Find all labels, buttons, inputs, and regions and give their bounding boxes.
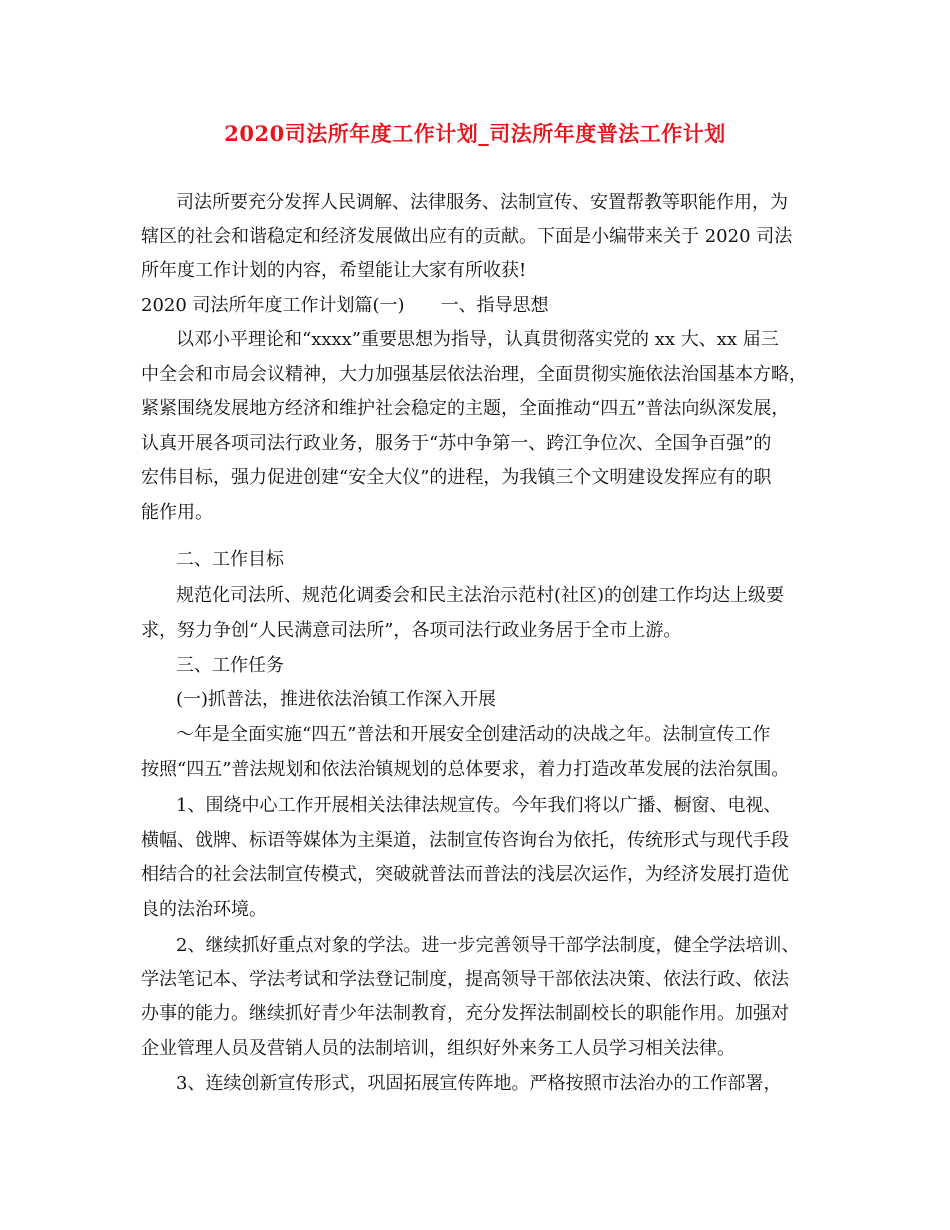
- document-title: 2020司法所年度工作计划_司法所年度普法工作计划: [224, 121, 726, 146]
- paragraph-line: 以邓小平理论和“xxxx”重要思想为指导，认真贯彻落实党的 xx 大、xx 届三: [176, 329, 779, 350]
- paragraph-line: 司法所要充分发挥人民调解、法律服务、法制宣传、安置帮教等职能作用，为: [176, 192, 788, 213]
- paragraph-line: 所年度工作计划的内容，希望能让大家有所收获!: [141, 260, 527, 281]
- paragraph-line: 企业管理人员及营销人员的法制培训，组织好外来务工人员学习相关法律。: [141, 1038, 735, 1059]
- section-heading: 二、工作目标: [176, 549, 284, 570]
- paragraph-line: 2、继续抓好重点对象的学法。进一步完善领导干部学法制度，健全学法培训、: [176, 935, 800, 956]
- paragraph-line: 辖区的社会和谐稳定和经济发展做出应有的贡献。下面是小编带来关于 2020 司法: [141, 226, 793, 247]
- subsection-heading: (一)抓普法，推进依法治镇工作深入开展: [176, 689, 497, 710]
- paragraph-line: 1、围绕中心工作开展相关法律法规宣传。今年我们将以广播、橱窗、电视、: [176, 795, 782, 816]
- paragraph-line: 良的法治环境。: [141, 899, 267, 920]
- paragraph-line: 求，努力争创“人民满意司法所”，各项司法行政业务居于全市上游。: [141, 620, 682, 641]
- paragraph-line: 宏伟目标，强力促进创建“安全大仪”的进程，为我镇三个文明建设发挥应有的职: [141, 467, 772, 488]
- paragraph-line: 3、连续创新宣传形式，巩固拓展宣传阵地。严格按照市法治办的工作部署，: [176, 1073, 782, 1094]
- paragraph-line: 按照“四五”普法规划和依法治镇规划的总体要求，着力打造改革发展的法治氛围。: [141, 759, 790, 780]
- paragraph-line: 规范化司法所、规范化调委会和民主法治示范村(社区)的创建工作均达上级要: [176, 585, 785, 606]
- paragraph-line: 能作用。: [141, 502, 213, 523]
- paragraph-line: 中全会和市局会议精神，大力加强基层依法治理，全面贯彻实施依法治国基本方略，: [141, 364, 807, 385]
- paragraph-line: 学法笔记本、学法考试和学法登记制度，提高领导干部依法决策、依法行政、依法: [141, 969, 789, 990]
- paragraph-line: 相结合的社会法制宣传模式，突破就普法而普法的浅层次运作，为经济发展打造优: [141, 864, 789, 885]
- paragraph-line: 紧紧围绕发展地方经济和维护社会稳定的主题，全面推动“四五”普法向纵深发展，: [141, 398, 790, 419]
- paragraph-line: 办事的能力。继续抓好青少年法制教育，充分发挥法制副校长的职能作用。加强对: [141, 1003, 789, 1024]
- section-heading-line: 2020 司法所年度工作计划篇(一) 一、指导思想: [141, 295, 549, 316]
- paragraph-line: 横幅、戗牌、标语等媒体为主渠道，法制宣传咨询台为依托，传统形式与现代手段: [141, 830, 789, 851]
- paragraph-line: 认真开展各项司法行政业务，服务于“苏中争第一、跨江争位次、全国争百强”的: [141, 433, 772, 454]
- paragraph-line: ～年是全面实施“四五”普法和开展安全创建活动的决战之年。法制宣传工作: [176, 724, 771, 745]
- section-heading: 三、工作任务: [176, 655, 284, 676]
